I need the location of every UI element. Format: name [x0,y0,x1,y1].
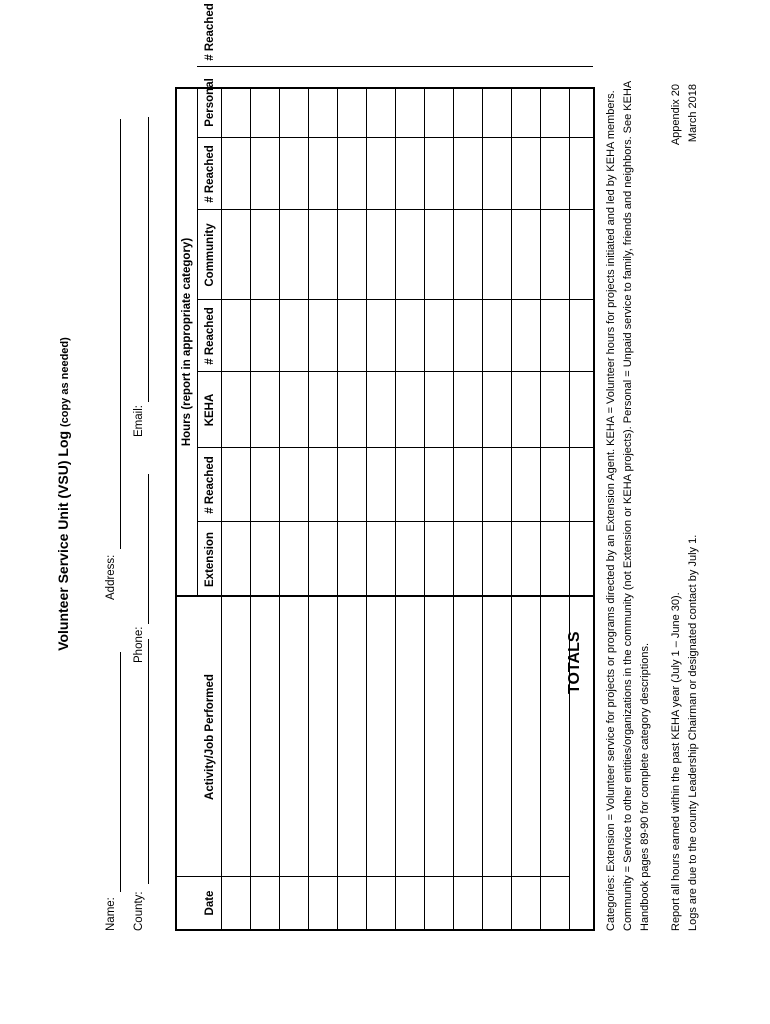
hours-group-header: Hours (report in appropriate category) [181,237,193,447]
vsu-log-table [175,3,595,931]
phone-field[interactable] [148,474,149,624]
table-row-line [540,89,541,929]
col-keha-reached: # Reached [204,307,216,365]
table-column-line [177,876,569,877]
table-row-line [569,89,570,929]
categories-note [603,81,654,931]
table-column-line [197,521,593,522]
table-row-line [279,89,280,929]
col-keha: KEHA [204,393,216,427]
table-row-line [308,89,309,929]
col-activity: Activity/Job Performed [204,674,216,800]
col-extension-reached: # Reached [204,456,216,514]
categories-text: Categories: Extension = Volunteer service for projects or programs directed by an Extension Agent. KEHA = Volunteer hours for projects initiated and led by KEHA members. Community = Service to other entities/organizations in the community (not Extension or KEHA projects). Personal = Unpaid service to family, friends and neighbors. See KEHA Handbook pages 89-90 for complete category descriptions. [605,81,651,931]
col-community-reached: # Reached [204,145,216,203]
email-label: Email: [133,405,145,437]
col-date: Date [204,890,216,916]
table-column-line [197,447,593,448]
table-row-line [250,89,251,929]
title-suffix: (copy as needed) [59,337,71,428]
phone-label: Phone: [133,626,145,663]
instructions-note [668,211,702,931]
totals-label: TOTALS [566,631,583,694]
page-title [55,294,71,694]
name-label: Name: [105,897,117,931]
table-row-line [482,89,483,929]
address-label: Address: [105,554,117,600]
title-text: Volunteer Service Unit (VSU) Log [55,430,71,651]
table-column-line [197,371,593,372]
table-row-line [395,89,396,929]
report-line: Report all hours earned within the past KEHA year (July 1 – June 30). [670,592,682,931]
name-field[interactable] [120,652,121,892]
logs-line: Logs are due to the county Leadership Chairman or designated contact by July 1. [687,534,699,931]
appendix-label: Appendix 20 [670,84,682,146]
table-row-line [424,89,425,929]
appendix-date: March 2018 [687,84,699,143]
county-field[interactable] [148,639,149,884]
table-row-line [337,89,338,929]
table-column-line [197,209,593,210]
table-row-line [511,89,512,929]
col-extension: Extension [204,532,216,587]
appendix-block [668,84,702,224]
email-field[interactable] [148,117,149,402]
col-personal-reached: # Reached [204,3,216,61]
table-row-line [453,89,454,929]
hours-group-border [177,595,593,597]
county-label: County: [133,891,145,931]
table-column-line [197,137,593,138]
table-row-line [366,89,367,929]
table-column-line [197,299,593,300]
col-community: Community [204,223,216,287]
address-field[interactable] [120,119,121,549]
header-rule [221,89,222,929]
table-column-line [197,66,593,67]
col-personal: Personal [204,78,216,127]
